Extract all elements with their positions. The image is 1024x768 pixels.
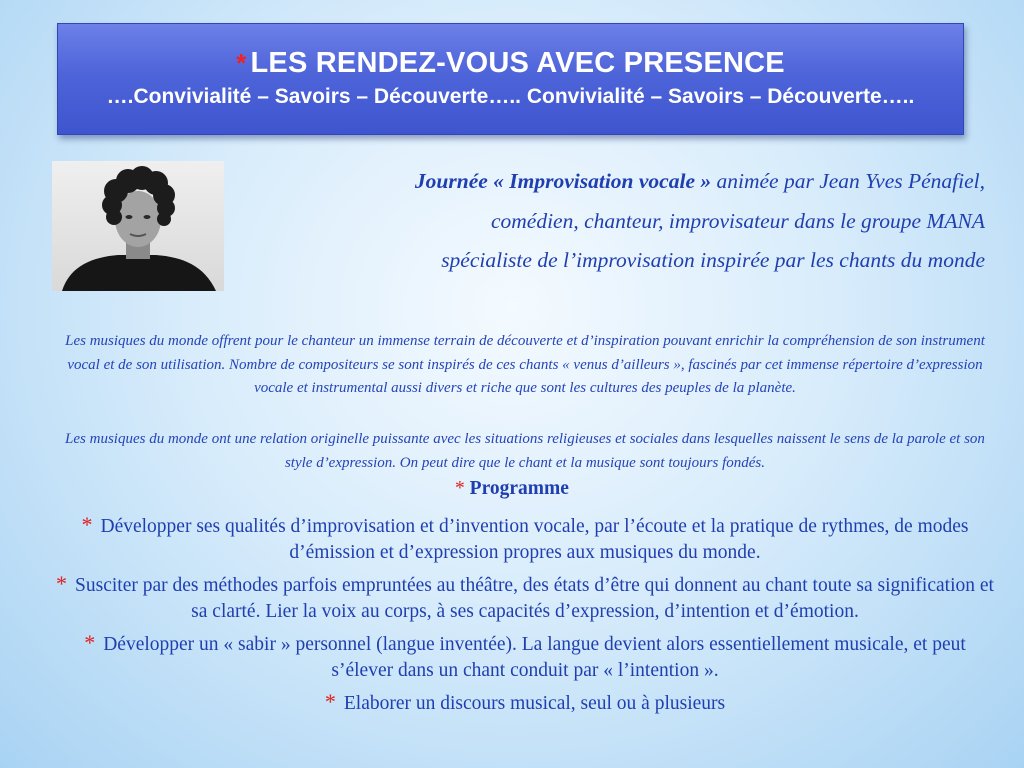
intro-line-3: spécialiste de l’improvisation inspirée par les chants du monde — [441, 248, 985, 272]
programme-heading — [0, 478, 1024, 500]
list-item — [52, 630, 998, 683]
programme-item-text: Susciter par des méthodes parfois empruntées au théâtre, des états d’être qui donnent au chant toute sa signification et sa clarté. Lier la voix au corps, à ses capacités d’expression, d’intention et d’émotion. — [75, 575, 994, 622]
event-title: Journée « Improvisation vocale » — [414, 169, 712, 193]
description-paragraph-2: Les musiques du monde ont une relation originelle puissante avec les situations religieuses et sociales dans lesquelles naissent le sens de la parole et son style d’expression. On peut dire que le chant et la musique sont toujours fondés. — [65, 431, 985, 471]
intro-line-1 — [240, 162, 985, 202]
asterisk-icon: * — [56, 571, 68, 596]
banner-subtitle: ….Convivialité – Savoirs – Découverte….. Convivialité – Savoirs – Découverte….. — [106, 85, 915, 108]
programme-list — [52, 512, 998, 723]
banner-title: LES RENDEZ-VOUS AVEC PRESENCE — [250, 47, 785, 79]
programme-title: Programme — [469, 478, 569, 499]
list-item — [52, 512, 998, 565]
programme-item-text: Développer ses qualités d’improvisation et d’invention vocale, par l’écoute et la pratique de rythmes, de modes d’émission et d’expression propres aux musiques du monde. — [100, 516, 969, 563]
asterisk-icon: * — [324, 689, 336, 714]
programme-item-text: Elaborer un discours musical, seul ou à plusieurs — [343, 693, 726, 714]
asterisk-icon: * — [455, 478, 465, 499]
list-item — [52, 571, 998, 624]
programme-item-text: Développer un « sabir » personnel (langue inventée). La langue devient alors essentiellement musicale, et peut s’élever dans un chant conduit par « l’intention ». — [103, 634, 966, 681]
banner-title-line — [58, 46, 963, 80]
description-paragraph-1: Les musiques du monde offrent pour le chanteur un immense terrain de découverte et d’inspiration pouvant enrichir la compréhension de son instrument vocal et de son utilisation. Nombre de compositeurs se sont inspirés de ces chants « venus d’ailleurs », fascinés par cet immense répertoire d’expression vocale et instrumental aussi divers et riche que sont les cultures des peuples de la planète. — [65, 333, 985, 396]
intro-text — [240, 162, 985, 281]
portrait-photo — [52, 161, 224, 291]
asterisk-icon: * — [81, 512, 93, 537]
list-item — [52, 689, 998, 717]
intro-line-1-rest: animée par Jean Yves Pénafiel, — [711, 169, 985, 193]
asterisk-icon: * — [236, 48, 247, 78]
portrait-image — [52, 161, 224, 291]
asterisk-icon: * — [84, 630, 96, 655]
intro-line-2: comédien, chanteur, improvisateur dans le groupe MANA — [490, 208, 985, 233]
header-banner — [57, 23, 964, 135]
